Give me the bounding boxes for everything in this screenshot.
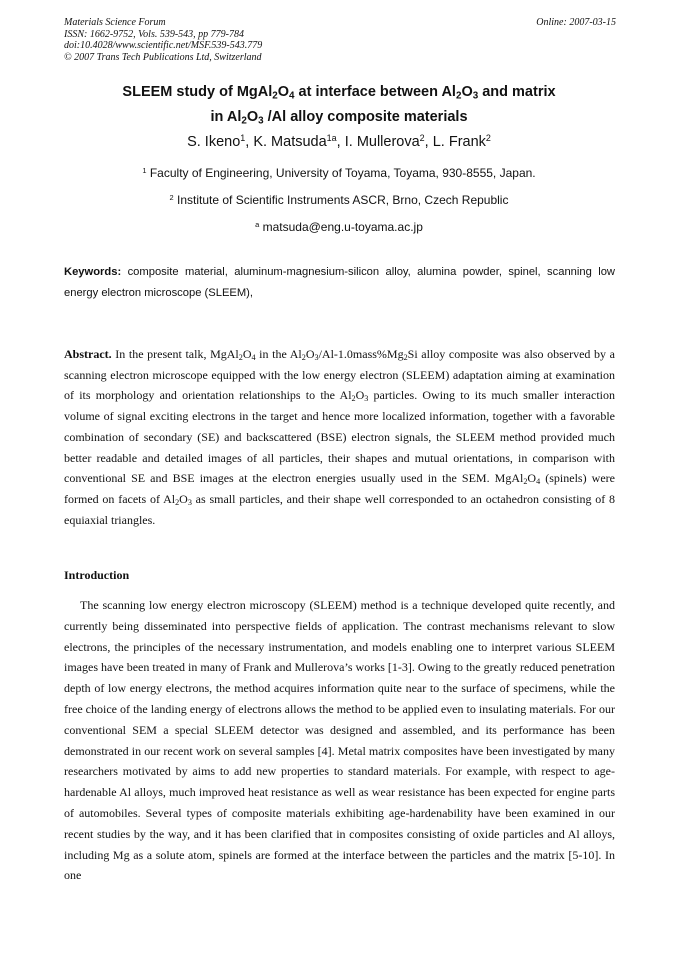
paper-title-line-2: in $Al_2O_3$ /Al alloy composite materials bbox=[210, 109, 468, 127]
introduction-paragraph: The scanning low energy electron microscopy (SLEEM) method is a technique developed quite recently, and currently being disseminated into perspective fields of application. The contrast mechanisms relevant to slow electrons, the principles of the necessary instrumentation, and models enabling one to interpret various SLEEM images have been treated in many of Frank and Mullerova’s works [1-3]. Owing to the greatly reduced penetration depth of low energy electrons, the method acquires information quite near to the surface of specimens, while the free choice of the landing energy of electrons allows the method to be applied even to insulating materials. For our conventional SEM a special SLEEM detector was designed and assembled, and its performance has been demonstrated in our recent work on several samples [4]. Metal matrix composites have been investigated by many researchers motivated by aims to add new properties to standard materials. For example, with respect to age-hardenable Al alloys, much improved heat resistance as well as wear resistance has been expected for engine parts of automobiles. Several types of composite materials exhibiting age-hardenability have been examined in our recent studies by the way, and it has been clarified that in composites consisting of oxide particles and Al alloys, including Mg as a solute atom, spinels are formed at the interface between the particles and the matrix [5-10]. In one bbox=[64, 598, 615, 883]
section-heading-introduction: Introduction bbox=[64, 568, 130, 582]
paper-title-line-1: SLEEM study of $MgAl_2O_4$ at interface between $Al_2O_3$ and matrix bbox=[122, 84, 556, 102]
doi-line: doi:10.4028/www.scientific.net/MSF.539-543.779 bbox=[64, 40, 263, 51]
abstract-label: Abstract. bbox=[64, 347, 112, 361]
contact-email[interactable]: $^a$ matsuda@eng.u-toyama.ac.jp bbox=[255, 219, 423, 234]
keywords-text: composite material, aluminum-magnesium-silicon alloy, alumina powder, spinel, scanning low energy electron microscope (SLEEM), bbox=[64, 266, 615, 299]
journal-name: Materials Science Forum bbox=[64, 17, 166, 28]
keywords-section bbox=[64, 262, 615, 304]
keywords-label: Keywords: bbox=[64, 266, 122, 278]
issn-line: ISSN: 1662-9752, Vols. 539-543, pp 779-784 bbox=[64, 28, 244, 40]
affiliation-2: $^2$ Institute of Scientific Instruments ASCR, Brno, Czech Republic bbox=[169, 192, 509, 207]
online-date: Online: 2007-03-15 bbox=[536, 17, 616, 28]
running-header bbox=[64, 17, 616, 63]
copyright-line: © 2007 Trans Tech Publications Ltd, Switzerland bbox=[64, 51, 262, 63]
author-list: S. Ikeno$^1$, K. Matsuda$^{1a}$, I. Mullerova$^2$, L. Frank$^2$ bbox=[187, 133, 491, 150]
affiliation-1: $^1$ Faculty of Engineering, University of Toyama, Toyama, 930-8555, Japan. bbox=[142, 165, 536, 180]
abstract-section: Abstract. In the present talk, $MgAl_2O_4$ in the $Al_2O_3/Al-1.0mass\%Mg_2Si$ alloy composite was also observed by a scanning electron microscope equipped with the low energy electron (SLEEM) adaptation aiming at examination of its morphology and orientation relationships to the $Al_2O_3$ particles. Owing to its much smaller interaction volume of signal exciting electrons in the target and hence more localized information, together with a favorable combination of secondary (SE) and backscattered (BSE) electron signals, the SLEEM method provided much better readable and detailed images of all particles, their shapes and mutual orientations, in comparison with conventional SE and BSE images at the electron energies usually used in the SEM. $MgAl_2O_4$ (spinels) were formed on facets of $Al_2O_3$ as small particles, and their shape well corresponded to an octahedron consisting of 8 equiaxial triangles. bbox=[64, 347, 615, 527]
